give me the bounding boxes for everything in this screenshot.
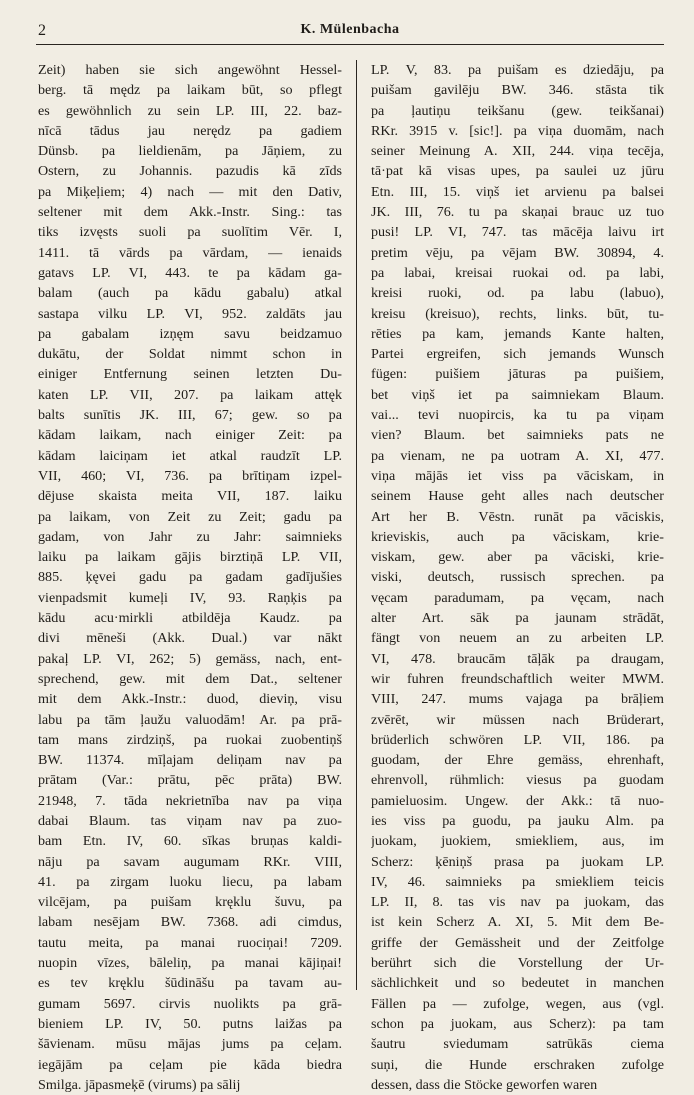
text-line: Zeit) haben sie sich angewöhnt Hessel- — [38, 62, 342, 78]
text-line: sastapa vilku LP. VI, 952. zaldāts jau — [38, 305, 342, 322]
text-line: Smilga. jāpasmeķē (virums) pa sālij — [38, 1076, 241, 1093]
text-line: balam (auch pa kādu gabalu) atkal — [38, 285, 342, 302]
text-line: seinem Hause geht alles nach deutscher — [371, 488, 664, 505]
text-line: fängt von neuem an zu arbeiten LP. — [371, 630, 664, 647]
text-line: divi mēneši (Akk. Dual.) var nākt — [38, 630, 342, 647]
text-line: nāju pa savam augumam RKr. VIII, — [38, 853, 342, 870]
text-line: berg. tā mędz pa laikam būt, so pflegt — [38, 82, 342, 99]
text-line: guodam, der Ehre gemäss, ehrenhaft, — [371, 752, 664, 769]
text-line: griffe der Gemässheit und der Zeitfolge — [371, 934, 664, 951]
text-line: LP. II, 8. tas vis nav pa juokam, das — [371, 894, 664, 911]
text-line: BW. 11374. mīļajam deliņam nav pa — [38, 752, 342, 769]
text-line: Scherz: ķēniņš prasa pa juokam LP. — [371, 853, 664, 870]
text-line: vęcam paradumam, pa vęcam, nach — [371, 589, 664, 606]
text-line: IV, 46. saimnieks pa smiekliem teicis — [371, 873, 664, 890]
text-line: tam mans zirdziņš, pa ruokai zuobentiņš — [38, 731, 342, 748]
text-line: es gewöhnlich zu sein LP. III, 22. baz- — [38, 102, 342, 119]
text-line: viskam, gew. aber pa vāciski, krie- — [371, 549, 664, 566]
text-line: pa gabalam izņęm savu beidzamuo — [38, 325, 342, 342]
text-line: JK. III, 76. tu pa skaņai brauc uz tuo — [371, 204, 664, 221]
header-rule — [36, 44, 664, 45]
text-line: pamieluosim. Ungew. der Akk.: tā nuo- — [371, 792, 664, 809]
text-line: Art her B. Vēstn. runāt pa vāciskis, — [371, 508, 664, 525]
text-line: Partei ergreifen, sich jemands Wunsch — [371, 346, 664, 363]
text-line: Ostern, zu Johannis. pazudis kā zīds — [38, 163, 342, 180]
text-line: ist kein Scherz A. XI, 5. Mit dem Be- — [371, 914, 664, 931]
text-line: kādam laikam, nach einiger Zeit: pa — [38, 427, 342, 444]
text-line: laiku pa laikam gājis birztiņā LP. VII, — [38, 549, 342, 566]
text-line: tā·pat kā visas upes, pa saulei uz jūru — [371, 163, 664, 180]
text-line: prātam (Var.: prātu, pēc prāta) BW. — [38, 772, 342, 789]
text-line: gumam 5697. cirvis nuolikts pa grā- — [38, 995, 342, 1012]
text-line: fügen: puišiem jāturas pa puišiem, — [371, 366, 664, 383]
text-line: berührt sich die Vorstellung der Ur- — [371, 955, 664, 972]
right-text-column — [371, 60, 664, 1095]
text-line: kreisu (kreisuo), rechts, links. būt, tu- — [371, 305, 664, 322]
text-line: 885. ķęvei gadu pa gadam gadījušies — [38, 569, 342, 586]
text-line: VI, 478. braucām tāļāk pa draugam, — [371, 650, 664, 667]
text-line: kreisi ruoki, od. pa labu (labuo), — [371, 285, 664, 302]
text-line: balts sunītis JK. III, 67; gew. so pa — [38, 407, 342, 424]
text-line: pa vienam, ne pa uotram A. XI, 477. — [371, 447, 664, 464]
text-line: pa laikam, von Zeit zu Zeit; gadu pa — [38, 508, 342, 525]
text-line: 41. pa zirgam luoku liecu, pa labam — [38, 873, 342, 890]
text-line: viņa mājās iet viss pa vāciskam, in — [371, 467, 664, 484]
page-header — [38, 22, 662, 40]
text-line: juokam, juokiem, smiekliem, aus, im — [371, 833, 664, 850]
text-line: vienpadsmit kumeļi IV, 93. Raņķis pa — [38, 589, 342, 606]
text-line: pretim vēju, pa vējam BW. 30894, 4. — [371, 244, 664, 261]
text-line: dabai Blaum. tas viņam nav pa zuo- — [38, 812, 342, 829]
text-line: ehrenvoll, rühmlich: viesus pa guodam — [371, 772, 664, 789]
text-line: dējuse skaista meita VII, 187. laiku — [38, 488, 342, 505]
text-line: gadam, von Jahr zu Jahr: saimnieks — [38, 528, 342, 545]
text-line: vilcējam, pa puišam kręklu šuvu, pa — [38, 894, 342, 911]
text-line: dessen, dass die Stöcke geworfen waren — [371, 1076, 598, 1093]
text-line: puišam gavilēju BW. 346. stāsta tik — [371, 82, 664, 99]
text-line: VIII, 247. mums vajaga pa brāļiem — [371, 691, 664, 708]
text-line: Etn. III, 15. viņš iet arvienu pa balsei — [371, 183, 664, 200]
text-line: labu pa tām ļaužu valuodām! Ar. pa prā- — [38, 711, 342, 728]
text-line: zvērēt, wir müssen nach Brüderart, — [371, 711, 664, 728]
page-number: 2 — [38, 22, 46, 39]
column-divider — [356, 60, 357, 990]
text-line: LP. V, 83. pa puišam es dziedāju, pa — [371, 62, 664, 78]
text-line: nīcā tādus jau nerędz pa gadiem — [38, 122, 342, 139]
text-line: šāvienam. mūsu mājas jums pa ceļam. — [38, 1036, 342, 1053]
text-line: brüderlich schwören LP. VII, 186. pa — [371, 731, 664, 748]
text-line: pakaļ LP. VI, 262; 5) gemäss, nach, ent- — [38, 650, 342, 667]
text-line: labam nesējam BW. 7368. adi cimdus, — [38, 914, 342, 931]
text-line: bet viņš iet pa saimniekam Blaum. — [371, 386, 664, 403]
text-line: tautu meita, pa manai ruociņai! 7209. — [38, 934, 342, 951]
text-line: viski, deutsch, russisch sprechen. pa — [371, 569, 664, 586]
text-line: rēties pa kam, jemands Kante halten, — [371, 325, 664, 342]
text-line: mit dem Akk.-Instr.: duod, dieviņ, visu — [38, 691, 342, 708]
text-line: gatavs LP. VI, 443. te pa kādam ga- — [38, 264, 342, 281]
text-line: einiger Entfernung seinen letzten Du- — [38, 366, 342, 383]
text-line: pa labai, kreisai ruokai od. pa labi, — [371, 264, 664, 281]
text-line: vai... tevi nuopircis, ka tu pa viņam — [371, 407, 664, 424]
text-line: katen LP. VII, 207. pa laikam attęk — [38, 386, 342, 403]
text-line: dukātu, der Soldat nimmt schon in — [38, 346, 342, 363]
text-line: bieniem LP. IV, 50. putns laižas pa — [38, 1015, 342, 1032]
text-line: alter Art. sāk pa jaunam strādāt, — [371, 610, 664, 627]
text-line: seiner Meinung A. XII, 244. viņa tecēja, — [371, 143, 664, 160]
text-line: suņi, die Hunde erschraken zufolge — [371, 1056, 664, 1073]
text-line: sprechend, gew. mit dem Dat., seltener — [38, 670, 342, 687]
text-line: pa ļautiņu teikšanu (gew. teikšanai) — [371, 102, 664, 119]
text-line: pa Miķeļiem; 4) nach — mit den Dativ, — [38, 183, 342, 200]
text-line: es tev kręklu šūdināšu pa tavam au- — [38, 975, 342, 992]
text-line: krieviskis, auch pa vāciskam, krie- — [371, 528, 664, 545]
text-line: wir fuhren freundschaftlich weiter MWM. — [371, 670, 664, 687]
text-line: 1411. tā vārds pa vārdam, — ienaids — [38, 244, 342, 261]
text-line: 21948, 7. tāda nekrietnība nav pa viņa — [38, 792, 342, 809]
text-line: sächlichkeit und so bedeutet in manchen — [371, 975, 664, 992]
text-line: RKr. 3915 v. [sic!]. pa viņa duomām, nach — [371, 122, 664, 139]
text-line: seltener mit dem Akk.-Instr. Sing.: tas — [38, 204, 342, 221]
text-line: nuopin vīzes, bāleliņ, pa manai kājiņai! — [38, 955, 342, 972]
text-line: iegājām pa ceļam pie kāda biedra — [38, 1056, 342, 1073]
text-line: pusi! LP. VI, 747. tas mācēja laivu irt — [371, 224, 664, 241]
text-line: schon pa juokam, aus Scherz): pa tam — [371, 1015, 664, 1032]
text-line: šautru sviedumam satrūkās ciema — [371, 1036, 664, 1053]
text-line: kādam laiciņam iet atkal raudzīt LP. — [38, 447, 342, 464]
text-line: vien? Blaum. bet saimnieks pats ne — [371, 427, 664, 444]
text-line: kādu acu·mirkli atbildēja Kaudz. pa — [38, 610, 342, 627]
text-line: bam Etn. IV, 60. sīkas bruņas kaldi- — [38, 833, 342, 850]
text-line: Fällen pa — zufolge, wegen, aus (vgl. — [371, 995, 664, 1012]
text-line: VII, 460; VI, 736. pa brītiņam izpel- — [38, 467, 342, 484]
left-text-column — [38, 60, 342, 1095]
text-line: Dünsb. pa lieldienām, pa Jāņiem, zu — [38, 143, 342, 160]
text-line: tiks izvęsts suoli pa suolītim Vēr. I, — [38, 224, 342, 241]
running-title: K. Mülenbacha — [300, 22, 400, 37]
text-line: ies viss pa guodu, pa jauku Alm. pa — [371, 812, 664, 829]
